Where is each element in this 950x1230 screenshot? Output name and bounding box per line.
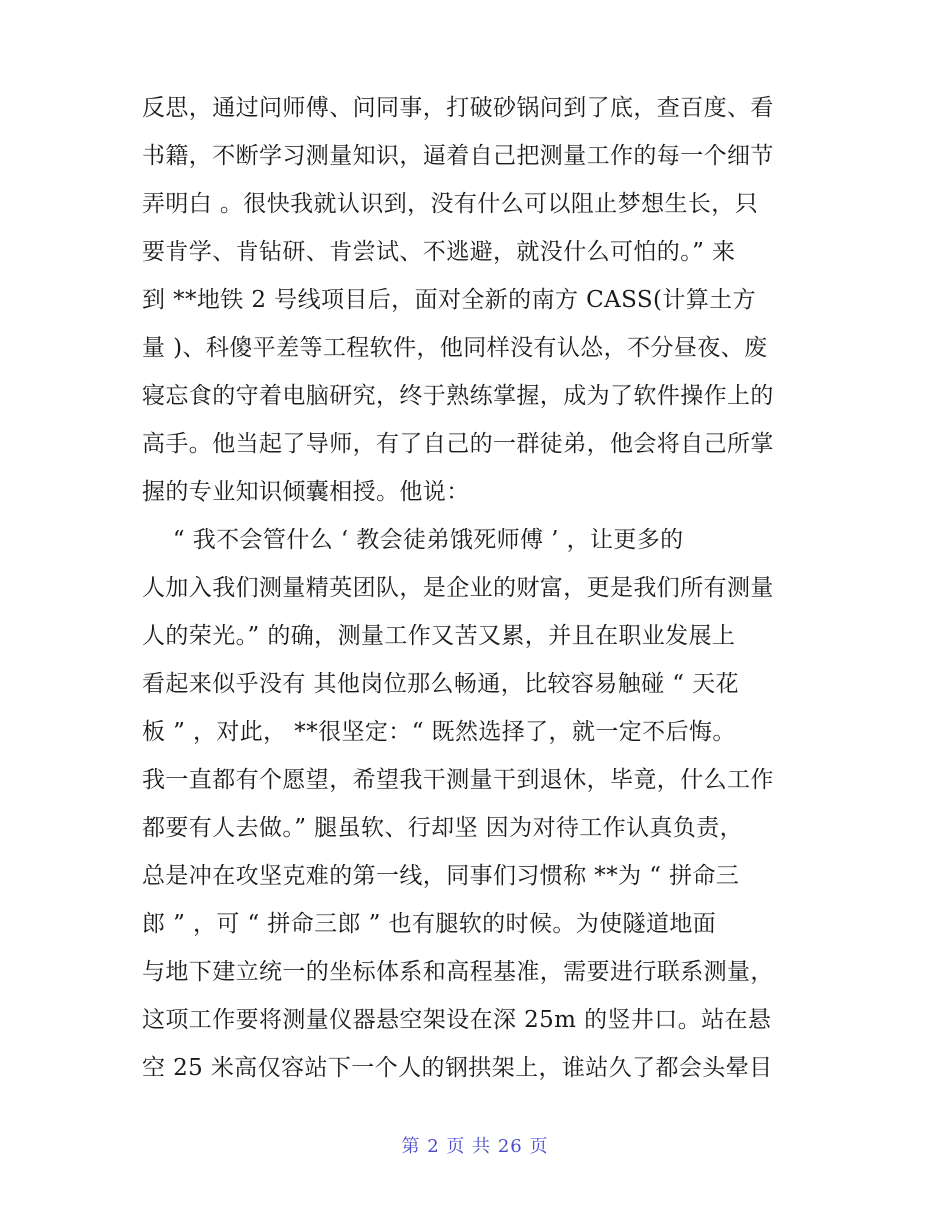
text-line: 反思，通过问师傅、问同事，打破砂锅问到了底，查百度、看 xyxy=(142,95,774,121)
text-line: 与地下建立统一的坐标体系和高程基准，需要进行联系测量， xyxy=(142,959,774,985)
text-line: 我一直都有个愿望，希望我干测量干到退休，毕竟，什么工作 xyxy=(142,767,774,793)
text-line: 量 )、科傻平差等工程软件，他同样没有认怂，不分昼夜、废 xyxy=(142,335,768,361)
text-line: 这项工作要将测量仪器悬空架设在深 25m 的竖井口。站在悬 xyxy=(142,1007,772,1033)
text-line: 到 **地铁 2 号线项目后，面对全新的南方 CASS(计算土方 xyxy=(142,287,756,313)
page-number-footer: 第 2 页 共 26 页 xyxy=(401,1136,549,1157)
text-line: 弄明白 。很快我就认识到，没有什么可以阻止梦想生长，只 xyxy=(142,191,759,217)
text-line: 板 ” ，对此， **很坚定：“ 既然选择了，就一定不后悔。 xyxy=(142,719,736,745)
text-line: “ 我不会管什么 ‘ 教会徒弟饿死师傅 ’ ，让更多的 xyxy=(142,527,684,553)
text-line: 都要有人去做。” 腿虽软、行却坚 因为对待工作认真负责， xyxy=(142,815,744,841)
text-line: 人的荣光。” 的确，测量工作又苦又累，并且在职业发展上 xyxy=(142,623,736,649)
text-line: 人加入我们测量精英团队，是企业的财富，更是我们所有测量 xyxy=(142,575,774,601)
text-line: 要肯学、肯钻研、肯尝试、不逃避，就没什么可怕的。” 来 xyxy=(142,239,736,265)
text-line: 高手。他当起了导师，有了自己的一群徒弟，他会将自己所掌 xyxy=(142,431,774,457)
text-line: 书籍，不断学习测量知识，逼着自己把测量工作的每一个细节 xyxy=(142,143,774,169)
text-line: 握的专业知识倾囊相授。他说： xyxy=(142,479,470,505)
text-line: 总是冲在攻坚克难的第一线，同事们习惯称 **为 “ 拼命三 xyxy=(142,863,740,889)
text-line: 看起来似乎没有 其他岗位那么畅通，比较容易触碰 “ 天花 xyxy=(142,671,739,697)
text-line: 空 25 米高仅容站下一个人的钢拱架上，谁站久了都会头晕目 xyxy=(142,1055,773,1081)
body-text xyxy=(142,84,822,1092)
text-line: 郎 ” ，可 “ 拼命三郎 ” 也有腿软的时候。为使隧道地面 xyxy=(142,911,717,937)
text-line: 寝忘食的守着电脑研究，终于熟练掌握，成为了软件操作上的 xyxy=(142,383,774,409)
